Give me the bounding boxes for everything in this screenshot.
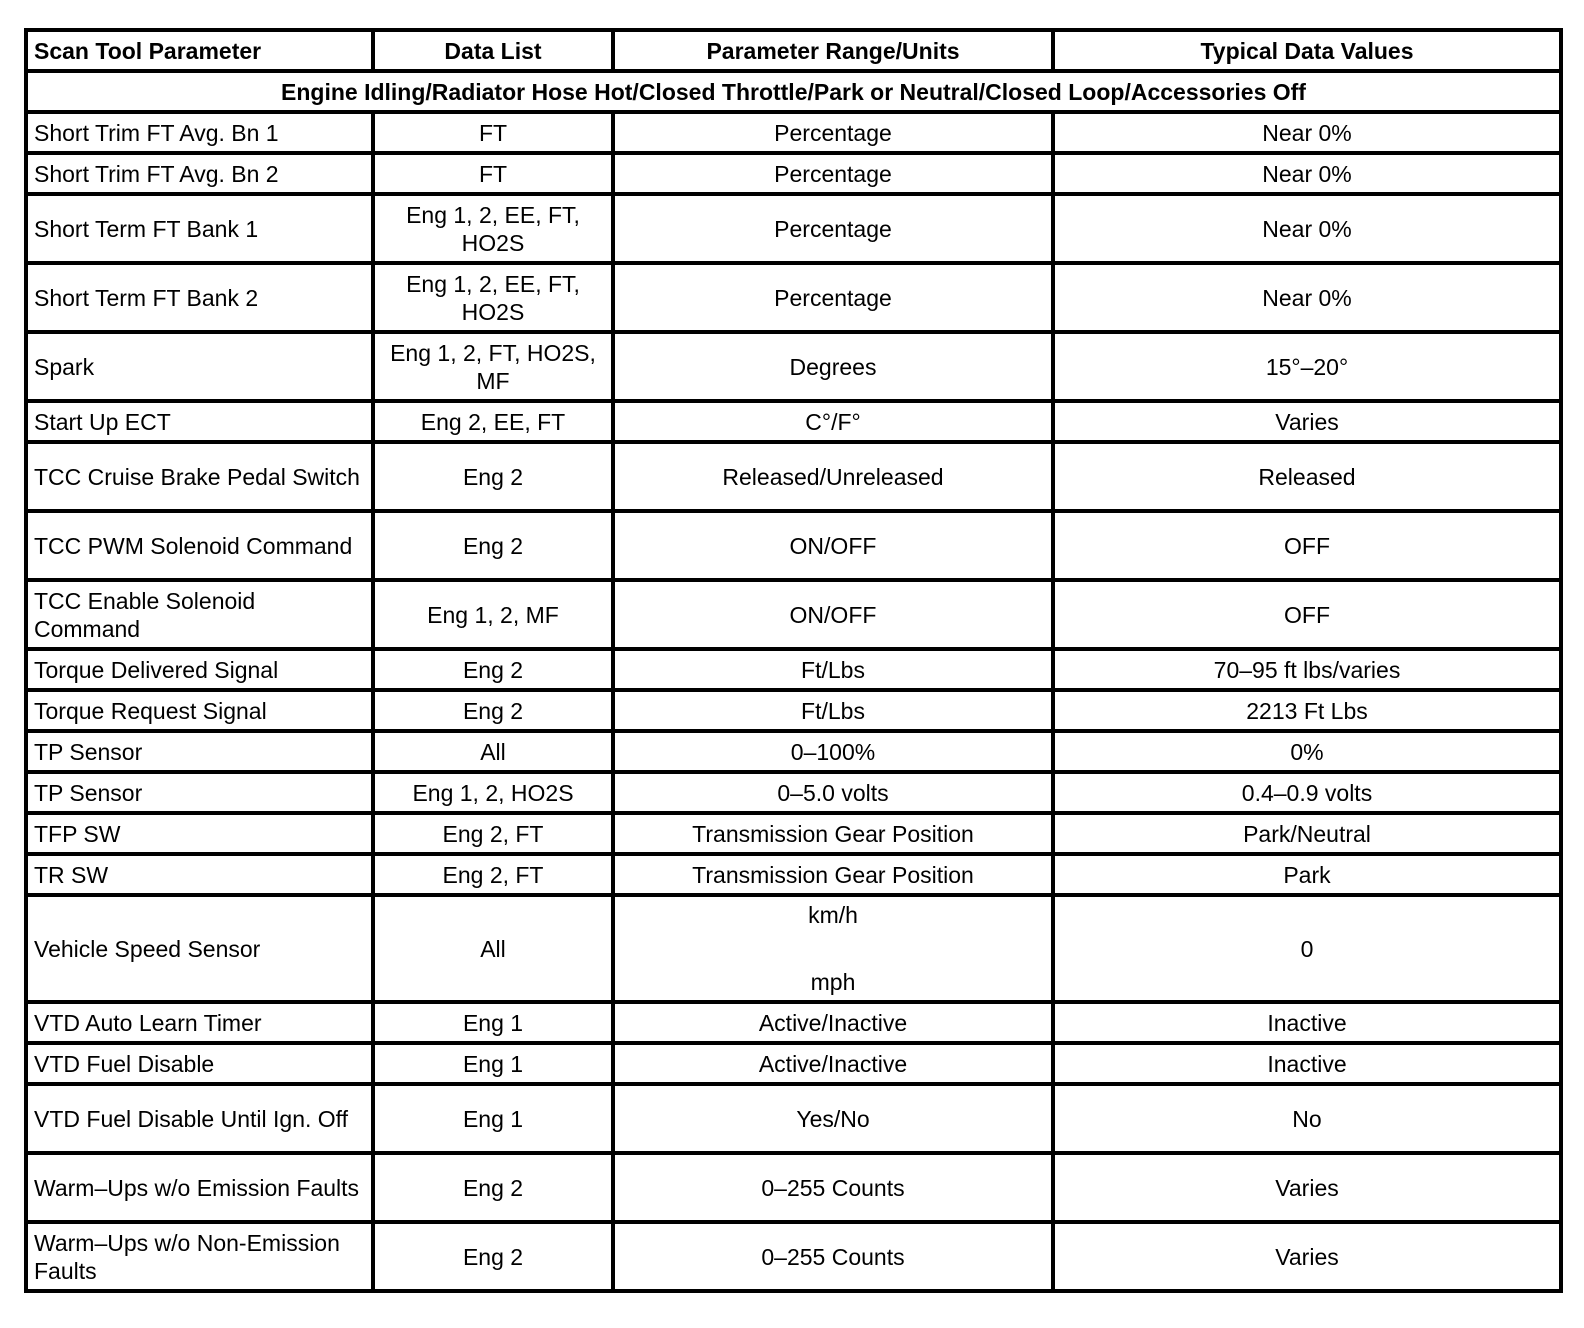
param-cell: TP Sensor [26, 731, 373, 772]
param-cell: Warm–Ups w/o Emission Faults [26, 1153, 373, 1222]
range-cell: 0–255 Counts [613, 1153, 1053, 1222]
table-row [26, 1043, 1561, 1084]
value-cell: Inactive [1053, 1043, 1561, 1084]
data-list-cell: Eng 1 [373, 1043, 613, 1084]
data-list-cell: Eng 1, 2, MF [373, 580, 613, 649]
value-cell: Near 0% [1053, 194, 1561, 263]
table-row [26, 263, 1561, 332]
condition-row [26, 71, 1561, 112]
param-cell: Short Trim FT Avg. Bn 1 [26, 112, 373, 153]
table-row [26, 511, 1561, 580]
param-cell: Warm–Ups w/o Non-Emission Faults [26, 1222, 373, 1291]
test-condition: Engine Idling/Radiator Hose Hot/Closed Throttle/Park or Neutral/Closed Loop/Accessories Off [26, 71, 1561, 112]
value-cell: 15°–20° [1053, 332, 1561, 401]
range-unit-kmh: km/h [808, 902, 858, 928]
range-unit-mph: mph [810, 969, 856, 995]
header-scan-tool-parameter: Scan Tool Parameter [26, 30, 373, 71]
range-cell: 0–5.0 volts [613, 772, 1053, 813]
value-cell: Inactive [1053, 1002, 1561, 1043]
table-row [26, 649, 1561, 690]
header-row [26, 30, 1561, 71]
table-row [26, 332, 1561, 401]
data-list-cell: Eng 2, FT [373, 813, 613, 854]
value-cell: Park [1053, 854, 1561, 895]
table-row [26, 1002, 1561, 1043]
header-typical-data-values: Typical Data Values [1053, 30, 1561, 71]
value-cell: Varies [1053, 401, 1561, 442]
table-row [26, 772, 1561, 813]
param-cell: TCC Cruise Brake Pedal Switch [26, 442, 373, 511]
table-row [26, 813, 1561, 854]
param-cell: VTD Fuel Disable Until Ign. Off [26, 1084, 373, 1153]
table-row [26, 690, 1561, 731]
table-row [26, 1222, 1561, 1291]
range-cell: Active/Inactive [613, 1043, 1053, 1084]
param-cell: TCC PWM Solenoid Command [26, 511, 373, 580]
param-cell: Short Term FT Bank 2 [26, 263, 373, 332]
param-cell: VTD Auto Learn Timer [26, 1002, 373, 1043]
param-cell: Torque Delivered Signal [26, 649, 373, 690]
param-cell: TCC Enable Solenoid Command [26, 580, 373, 649]
param-cell: Spark [26, 332, 373, 401]
data-list-cell: All [373, 731, 613, 772]
value-cell: Varies [1053, 1153, 1561, 1222]
data-list-cell: Eng 1, 2, EE, FT, HO2S [373, 263, 613, 332]
value-cell: 0% [1053, 731, 1561, 772]
value-cell: OFF [1053, 580, 1561, 649]
range-cell: Ft/Lbs [613, 649, 1053, 690]
data-list-cell: Eng 1, 2, EE, FT, HO2S [373, 194, 613, 263]
data-list-cell: Eng 2, EE, FT [373, 401, 613, 442]
data-list-cell: FT [373, 112, 613, 153]
range-cell: Yes/No [613, 1084, 1053, 1153]
range-cell: Degrees [613, 332, 1053, 401]
range-cell: Released/Unreleased [613, 442, 1053, 511]
table-row [26, 442, 1561, 511]
range-cell: Transmission Gear Position [613, 813, 1053, 854]
table-row [26, 1084, 1561, 1153]
table-row [26, 580, 1561, 649]
param-cell: Start Up ECT [26, 401, 373, 442]
value-cell: Near 0% [1053, 263, 1561, 332]
table-row [26, 153, 1561, 194]
range-cell: 0–255 Counts [613, 1222, 1053, 1291]
data-list-cell: All [373, 895, 613, 1002]
range-cell: Percentage [613, 153, 1053, 194]
value-cell: Near 0% [1053, 153, 1561, 194]
value-cell: Near 0% [1053, 112, 1561, 153]
data-list-cell: Eng 1 [373, 1002, 613, 1043]
data-list-cell: Eng 2 [373, 511, 613, 580]
table-row [26, 401, 1561, 442]
table-row [26, 895, 1561, 1002]
param-cell: Vehicle Speed Sensor [26, 895, 373, 1002]
data-list-cell: Eng 2 [373, 1153, 613, 1222]
data-list-cell: Eng 1 [373, 1084, 613, 1153]
header-data-list: Data List [373, 30, 613, 71]
range-cell [613, 895, 1053, 1002]
range-cell: Percentage [613, 194, 1053, 263]
value-cell: No [1053, 1084, 1561, 1153]
range-stack [621, 901, 1045, 996]
range-cell: Active/Inactive [613, 1002, 1053, 1043]
header-parameter-range-units: Parameter Range/Units [613, 30, 1053, 71]
range-cell: Ft/Lbs [613, 690, 1053, 731]
param-cell: Short Term FT Bank 1 [26, 194, 373, 263]
range-cell: ON/OFF [613, 580, 1053, 649]
param-cell: TR SW [26, 854, 373, 895]
value-cell: Varies [1053, 1222, 1561, 1291]
range-cell: Percentage [613, 112, 1053, 153]
param-cell: Short Trim FT Avg. Bn 2 [26, 153, 373, 194]
data-list-cell: Eng 2 [373, 690, 613, 731]
param-cell: TFP SW [26, 813, 373, 854]
data-list-cell: Eng 2 [373, 649, 613, 690]
table-row [26, 194, 1561, 263]
value-cell: 0.4–0.9 volts [1053, 772, 1561, 813]
range-cell: 0–100% [613, 731, 1053, 772]
data-list-cell: FT [373, 153, 613, 194]
range-cell: ON/OFF [613, 511, 1053, 580]
value-cell: OFF [1053, 511, 1561, 580]
table-row [26, 731, 1561, 772]
range-cell: Transmission Gear Position [613, 854, 1053, 895]
scan-tool-data-sheet [24, 28, 1560, 1328]
param-cell: VTD Fuel Disable [26, 1043, 373, 1084]
value-cell: Park/Neutral [1053, 813, 1561, 854]
value-cell: Released [1053, 442, 1561, 511]
value-cell: 0 [1053, 895, 1561, 1002]
data-list-cell: Eng 2 [373, 1222, 613, 1291]
table-row [26, 1153, 1561, 1222]
value-cell: 2213 Ft Lbs [1053, 690, 1561, 731]
value-cell: 70–95 ft lbs/varies [1053, 649, 1561, 690]
param-cell: Torque Request Signal [26, 690, 373, 731]
data-list-cell: Eng 2 [373, 442, 613, 511]
range-cell: C°/F° [613, 401, 1053, 442]
range-cell: Percentage [613, 263, 1053, 332]
data-list-cell: Eng 2, FT [373, 854, 613, 895]
scan-tool-data-table [24, 28, 1563, 1293]
data-list-cell: Eng 1, 2, FT, HO2S, MF [373, 332, 613, 401]
table-row [26, 854, 1561, 895]
data-list-cell: Eng 1, 2, HO2S [373, 772, 613, 813]
table-row [26, 112, 1561, 153]
param-cell: TP Sensor [26, 772, 373, 813]
